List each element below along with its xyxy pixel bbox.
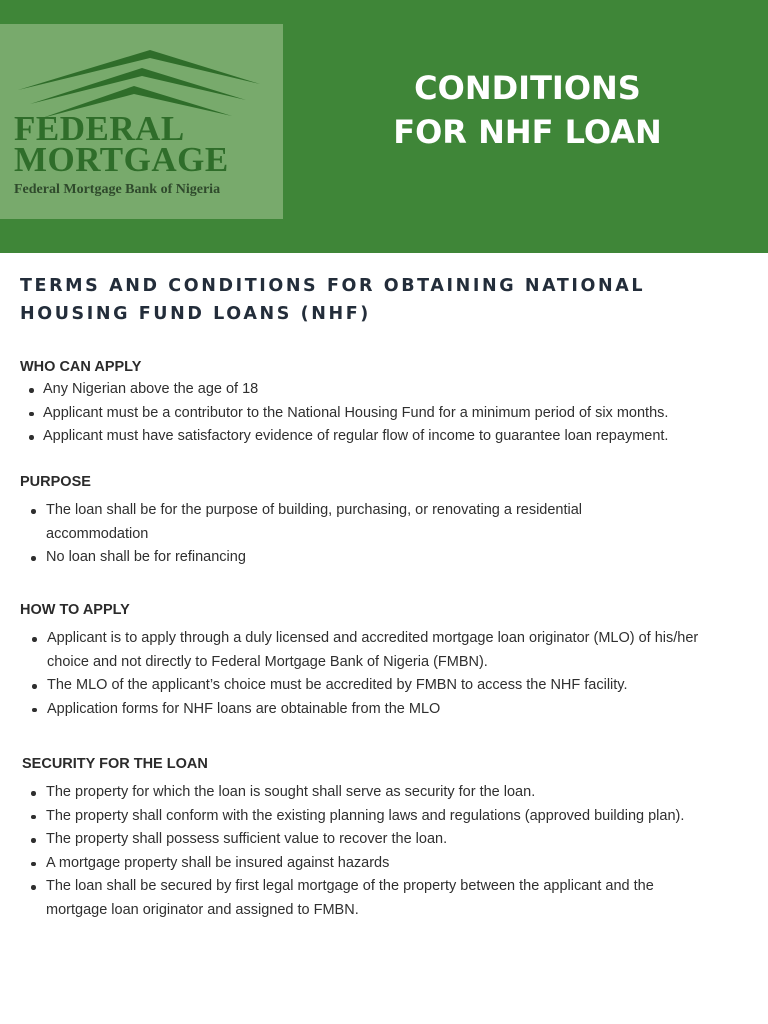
document-heading: TERMS AND CONDITIONS FOR OBTAINING NATIONAL HOUSING FUND LOANS (NHF) <box>20 276 646 324</box>
logo <box>0 24 283 219</box>
list-how-to-apply <box>21 627 721 721</box>
list-item: The loan shall be for the purpose of building, purchasing, or renovating a residential accommodation <box>20 499 630 546</box>
list-item: Applicant is to apply through a duly licensed and accredited mortgage loan originator (MLO) of his/her choice and not directly to Federal Mortgage Bank of Nigeria (FMBN). <box>21 627 721 674</box>
section-title-how-to-apply: HOW TO APPLY <box>20 602 130 618</box>
list-item: No loan shall be for refinancing <box>20 546 630 570</box>
list-security-for-the-loan <box>20 781 750 922</box>
header-banner <box>0 0 768 253</box>
logo-word-mortgage: MORTGAGE <box>14 140 229 179</box>
list-item: Application forms for NHF loans are obtainable from the MLO <box>21 698 721 722</box>
section-title-security-for-the-loan: SECURITY FOR THE LOAN <box>22 756 208 772</box>
list-item: Applicant must be a contributor to the National Housing Fund for a minimum period of six months. <box>20 402 750 426</box>
banner-title-line1: CONDITIONS <box>414 69 641 107</box>
logo-subtitle: Federal Mortgage Bank of Nigeria <box>14 182 221 197</box>
list-item: The property shall conform with the existing planning laws and regulations (approved building plan). <box>20 805 750 829</box>
list-item: Applicant must have satisfactory evidence of regular flow of income to guarantee loan repayment. <box>20 425 750 449</box>
list-item: The loan shall be secured by first legal mortgage of the property between the applicant and the mortgage loan originator and assigned to FMBN. <box>20 875 750 922</box>
list-item: The property shall possess sufficient value to recover the loan. <box>20 828 750 852</box>
list-item: Any Nigerian above the age of 18 <box>20 378 750 402</box>
list-item: The MLO of the applicant’s choice must be accredited by FMBN to access the NHF facility. <box>21 674 721 698</box>
section-title-who-can-apply: WHO CAN APPLY <box>20 359 142 375</box>
list-who-can-apply <box>20 378 750 449</box>
banner-title-line2: FOR NHF LOAN <box>393 113 662 151</box>
section-title-purpose: PURPOSE <box>20 474 91 490</box>
logo-word-federal: FEDERAL <box>14 109 185 148</box>
list-item: The property for which the loan is sought shall serve as security for the loan. <box>20 781 750 805</box>
list-item: A mortgage property shall be insured against hazards <box>20 852 750 876</box>
list-purpose <box>20 499 630 570</box>
